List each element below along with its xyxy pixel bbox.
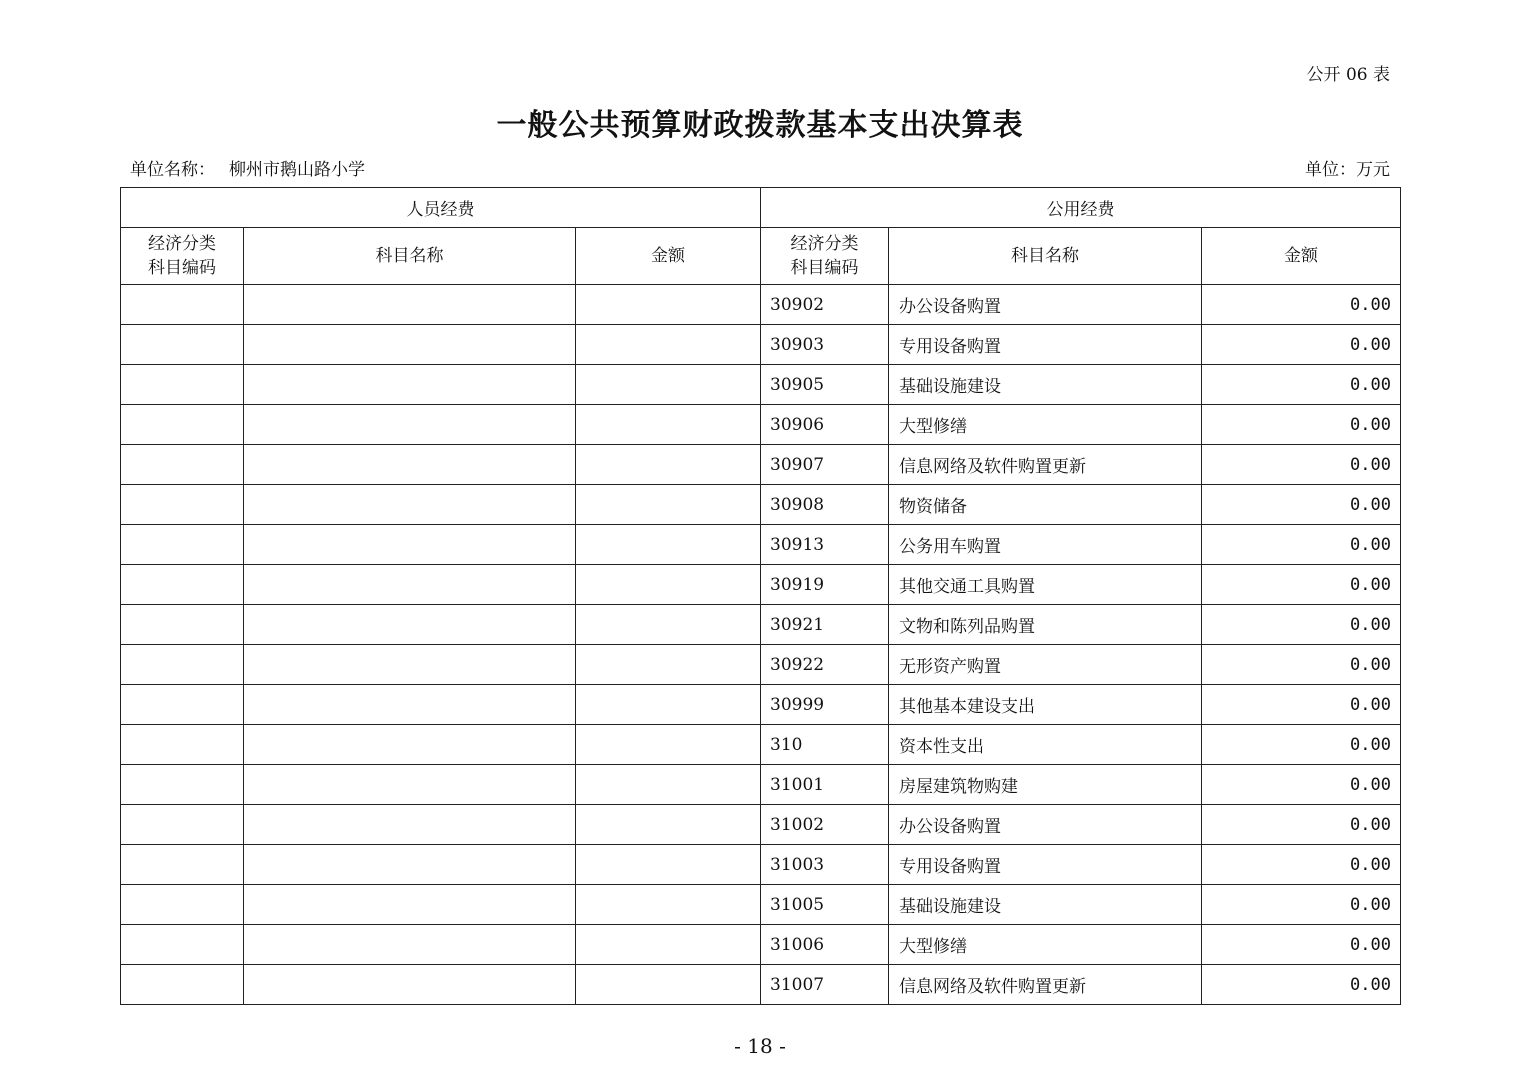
public-amount-cell: 0.00	[1202, 445, 1401, 485]
public-code-cell: 30903	[761, 325, 889, 365]
meta-row	[130, 155, 1390, 180]
public-amount-cell: 0.00	[1202, 525, 1401, 565]
public-code-cell: 30908	[761, 485, 889, 525]
public-code-cell: 30922	[761, 645, 889, 685]
personnel-code-cell	[121, 805, 244, 845]
public-code-cell: 30919	[761, 565, 889, 605]
table-row	[121, 965, 1401, 1005]
unit-name-value: 柳州市鹅山路小学	[229, 160, 365, 180]
personnel-name-cell	[244, 925, 576, 965]
personnel-name-cell	[244, 685, 576, 725]
table-row	[121, 885, 1401, 925]
public-amount-cell: 0.00	[1202, 925, 1401, 965]
public-name-cell: 无形资产购置	[889, 645, 1202, 685]
personnel-amount-cell	[576, 805, 761, 845]
table-row	[121, 605, 1401, 645]
public-code-header	[761, 228, 889, 285]
unit-label: 单位：万元	[1305, 160, 1390, 180]
personnel-code-cell	[121, 925, 244, 965]
personnel-code-cell	[121, 965, 244, 1005]
personnel-code-header-line2: 科目编码	[148, 258, 216, 278]
personnel-amount-cell	[576, 925, 761, 965]
public-code-cell: 30921	[761, 605, 889, 645]
page-title: 一般公共预算财政拨款基本支出决算表	[496, 108, 1024, 143]
table-row	[121, 645, 1401, 685]
personnel-name-cell	[244, 485, 576, 525]
table-row	[121, 445, 1401, 485]
unit-name-label: 单位名称：	[130, 160, 215, 180]
public-code-cell: 31001	[761, 765, 889, 805]
personnel-name-cell	[244, 765, 576, 805]
public-amount-cell: 0.00	[1202, 365, 1401, 405]
personnel-code-cell	[121, 325, 244, 365]
public-code-cell: 310	[761, 725, 889, 765]
public-code-cell: 31007	[761, 965, 889, 1005]
personnel-name-cell	[244, 365, 576, 405]
personnel-amount-header: 金额	[576, 228, 761, 285]
public-code-cell: 31006	[761, 925, 889, 965]
public-name-cell: 公务用车购置	[889, 525, 1202, 565]
personnel-amount-cell	[576, 405, 761, 445]
expenditure-table	[120, 187, 1401, 1005]
table-row	[121, 685, 1401, 725]
personnel-code-cell	[121, 285, 244, 325]
public-amount-cell: 0.00	[1202, 605, 1401, 645]
personnel-code-cell	[121, 845, 244, 885]
personnel-name-cell	[244, 645, 576, 685]
public-amount-cell: 0.00	[1202, 405, 1401, 445]
public-code-cell: 30906	[761, 405, 889, 445]
table-row	[121, 285, 1401, 325]
group-public-header: 公用经费	[761, 188, 1401, 228]
personnel-amount-cell	[576, 565, 761, 605]
personnel-code-cell	[121, 365, 244, 405]
public-name-cell: 办公设备购置	[889, 805, 1202, 845]
column-header-row	[121, 228, 1401, 285]
table-row	[121, 405, 1401, 445]
personnel-amount-cell	[576, 325, 761, 365]
public-code-cell: 30905	[761, 365, 889, 405]
personnel-amount-cell	[576, 965, 761, 1005]
public-code-cell: 30913	[761, 525, 889, 565]
public-code-cell: 30999	[761, 685, 889, 725]
table-row	[121, 765, 1401, 805]
public-amount-cell: 0.00	[1202, 885, 1401, 925]
table-row	[121, 925, 1401, 965]
table-row	[121, 325, 1401, 365]
public-amount-cell: 0.00	[1202, 645, 1401, 685]
personnel-code-cell	[121, 565, 244, 605]
personnel-code-header	[121, 228, 244, 285]
public-name-cell: 基础设施建设	[889, 885, 1202, 925]
public-amount-cell: 0.00	[1202, 685, 1401, 725]
personnel-amount-cell	[576, 845, 761, 885]
page-number: - 18 -	[734, 1034, 786, 1058]
public-amount-header: 金额	[1202, 228, 1401, 285]
personnel-code-cell	[121, 685, 244, 725]
personnel-amount-cell	[576, 445, 761, 485]
table-row	[121, 565, 1401, 605]
public-name-cell: 资本性支出	[889, 725, 1202, 765]
personnel-amount-cell	[576, 605, 761, 645]
public-name-cell: 基础设施建设	[889, 365, 1202, 405]
public-amount-cell: 0.00	[1202, 805, 1401, 845]
public-code-cell: 31003	[761, 845, 889, 885]
public-name-cell: 大型修缮	[889, 405, 1202, 445]
personnel-name-cell	[244, 405, 576, 445]
public-name-cell: 专用设备购置	[889, 325, 1202, 365]
table-row	[121, 805, 1401, 845]
personnel-code-cell	[121, 885, 244, 925]
public-name-cell: 信息网络及软件购置更新	[889, 965, 1202, 1005]
personnel-amount-cell	[576, 485, 761, 525]
personnel-code-cell	[121, 645, 244, 685]
personnel-amount-cell	[576, 765, 761, 805]
personnel-name-cell	[244, 525, 576, 565]
public-code-cell: 30902	[761, 285, 889, 325]
table-row	[121, 525, 1401, 565]
personnel-name-cell	[244, 725, 576, 765]
unit-name-block	[130, 155, 365, 180]
personnel-code-cell	[121, 445, 244, 485]
personnel-code-cell	[121, 765, 244, 805]
table-body	[121, 285, 1401, 1005]
public-code-cell: 30907	[761, 445, 889, 485]
personnel-amount-cell	[576, 885, 761, 925]
public-amount-cell: 0.00	[1202, 485, 1401, 525]
personnel-name-cell	[244, 445, 576, 485]
public-code-header-line1: 经济分类	[790, 234, 859, 254]
public-amount-cell: 0.00	[1202, 285, 1401, 325]
group-personnel-header: 人员经费	[121, 188, 761, 228]
personnel-code-cell	[121, 605, 244, 645]
personnel-amount-cell	[576, 365, 761, 405]
personnel-amount-cell	[576, 685, 761, 725]
public-amount-cell: 0.00	[1202, 565, 1401, 605]
public-name-cell: 文物和陈列品购置	[889, 605, 1202, 645]
public-name-cell: 其他交通工具购置	[889, 565, 1202, 605]
personnel-code-cell	[121, 725, 244, 765]
form-number: 公开 06 表	[1306, 65, 1390, 85]
personnel-name-cell	[244, 565, 576, 605]
public-code-cell: 31002	[761, 805, 889, 845]
personnel-amount-cell	[576, 525, 761, 565]
public-name-header: 科目名称	[889, 228, 1202, 285]
personnel-code-cell	[121, 525, 244, 565]
public-amount-cell: 0.00	[1202, 325, 1401, 365]
public-amount-cell: 0.00	[1202, 845, 1401, 885]
public-name-cell: 信息网络及软件购置更新	[889, 445, 1202, 485]
public-amount-cell: 0.00	[1202, 765, 1401, 805]
personnel-name-cell	[244, 805, 576, 845]
group-header-row	[121, 188, 1401, 228]
personnel-name-cell	[244, 605, 576, 645]
personnel-amount-cell	[576, 645, 761, 685]
personnel-code-cell	[121, 405, 244, 445]
table-row	[121, 845, 1401, 885]
table-row	[121, 485, 1401, 525]
personnel-name-header: 科目名称	[244, 228, 576, 285]
personnel-name-cell	[244, 845, 576, 885]
public-name-cell: 办公设备购置	[889, 285, 1202, 325]
public-name-cell: 专用设备购置	[889, 845, 1202, 885]
public-code-header-line2: 科目编码	[790, 258, 859, 278]
personnel-name-cell	[244, 885, 576, 925]
public-name-cell: 物资储备	[889, 485, 1202, 525]
personnel-code-header-line1: 经济分类	[148, 234, 216, 254]
personnel-name-cell	[244, 965, 576, 1005]
public-name-cell: 大型修缮	[889, 925, 1202, 965]
personnel-name-cell	[244, 285, 576, 325]
public-amount-cell: 0.00	[1202, 965, 1401, 1005]
personnel-code-cell	[121, 485, 244, 525]
public-name-cell: 其他基本建设支出	[889, 685, 1202, 725]
public-amount-cell: 0.00	[1202, 725, 1401, 765]
personnel-amount-cell	[576, 285, 761, 325]
table-row	[121, 365, 1401, 405]
public-code-cell: 31005	[761, 885, 889, 925]
personnel-name-cell	[244, 325, 576, 365]
public-name-cell: 房屋建筑物购建	[889, 765, 1202, 805]
table-row	[121, 725, 1401, 765]
personnel-amount-cell	[576, 725, 761, 765]
